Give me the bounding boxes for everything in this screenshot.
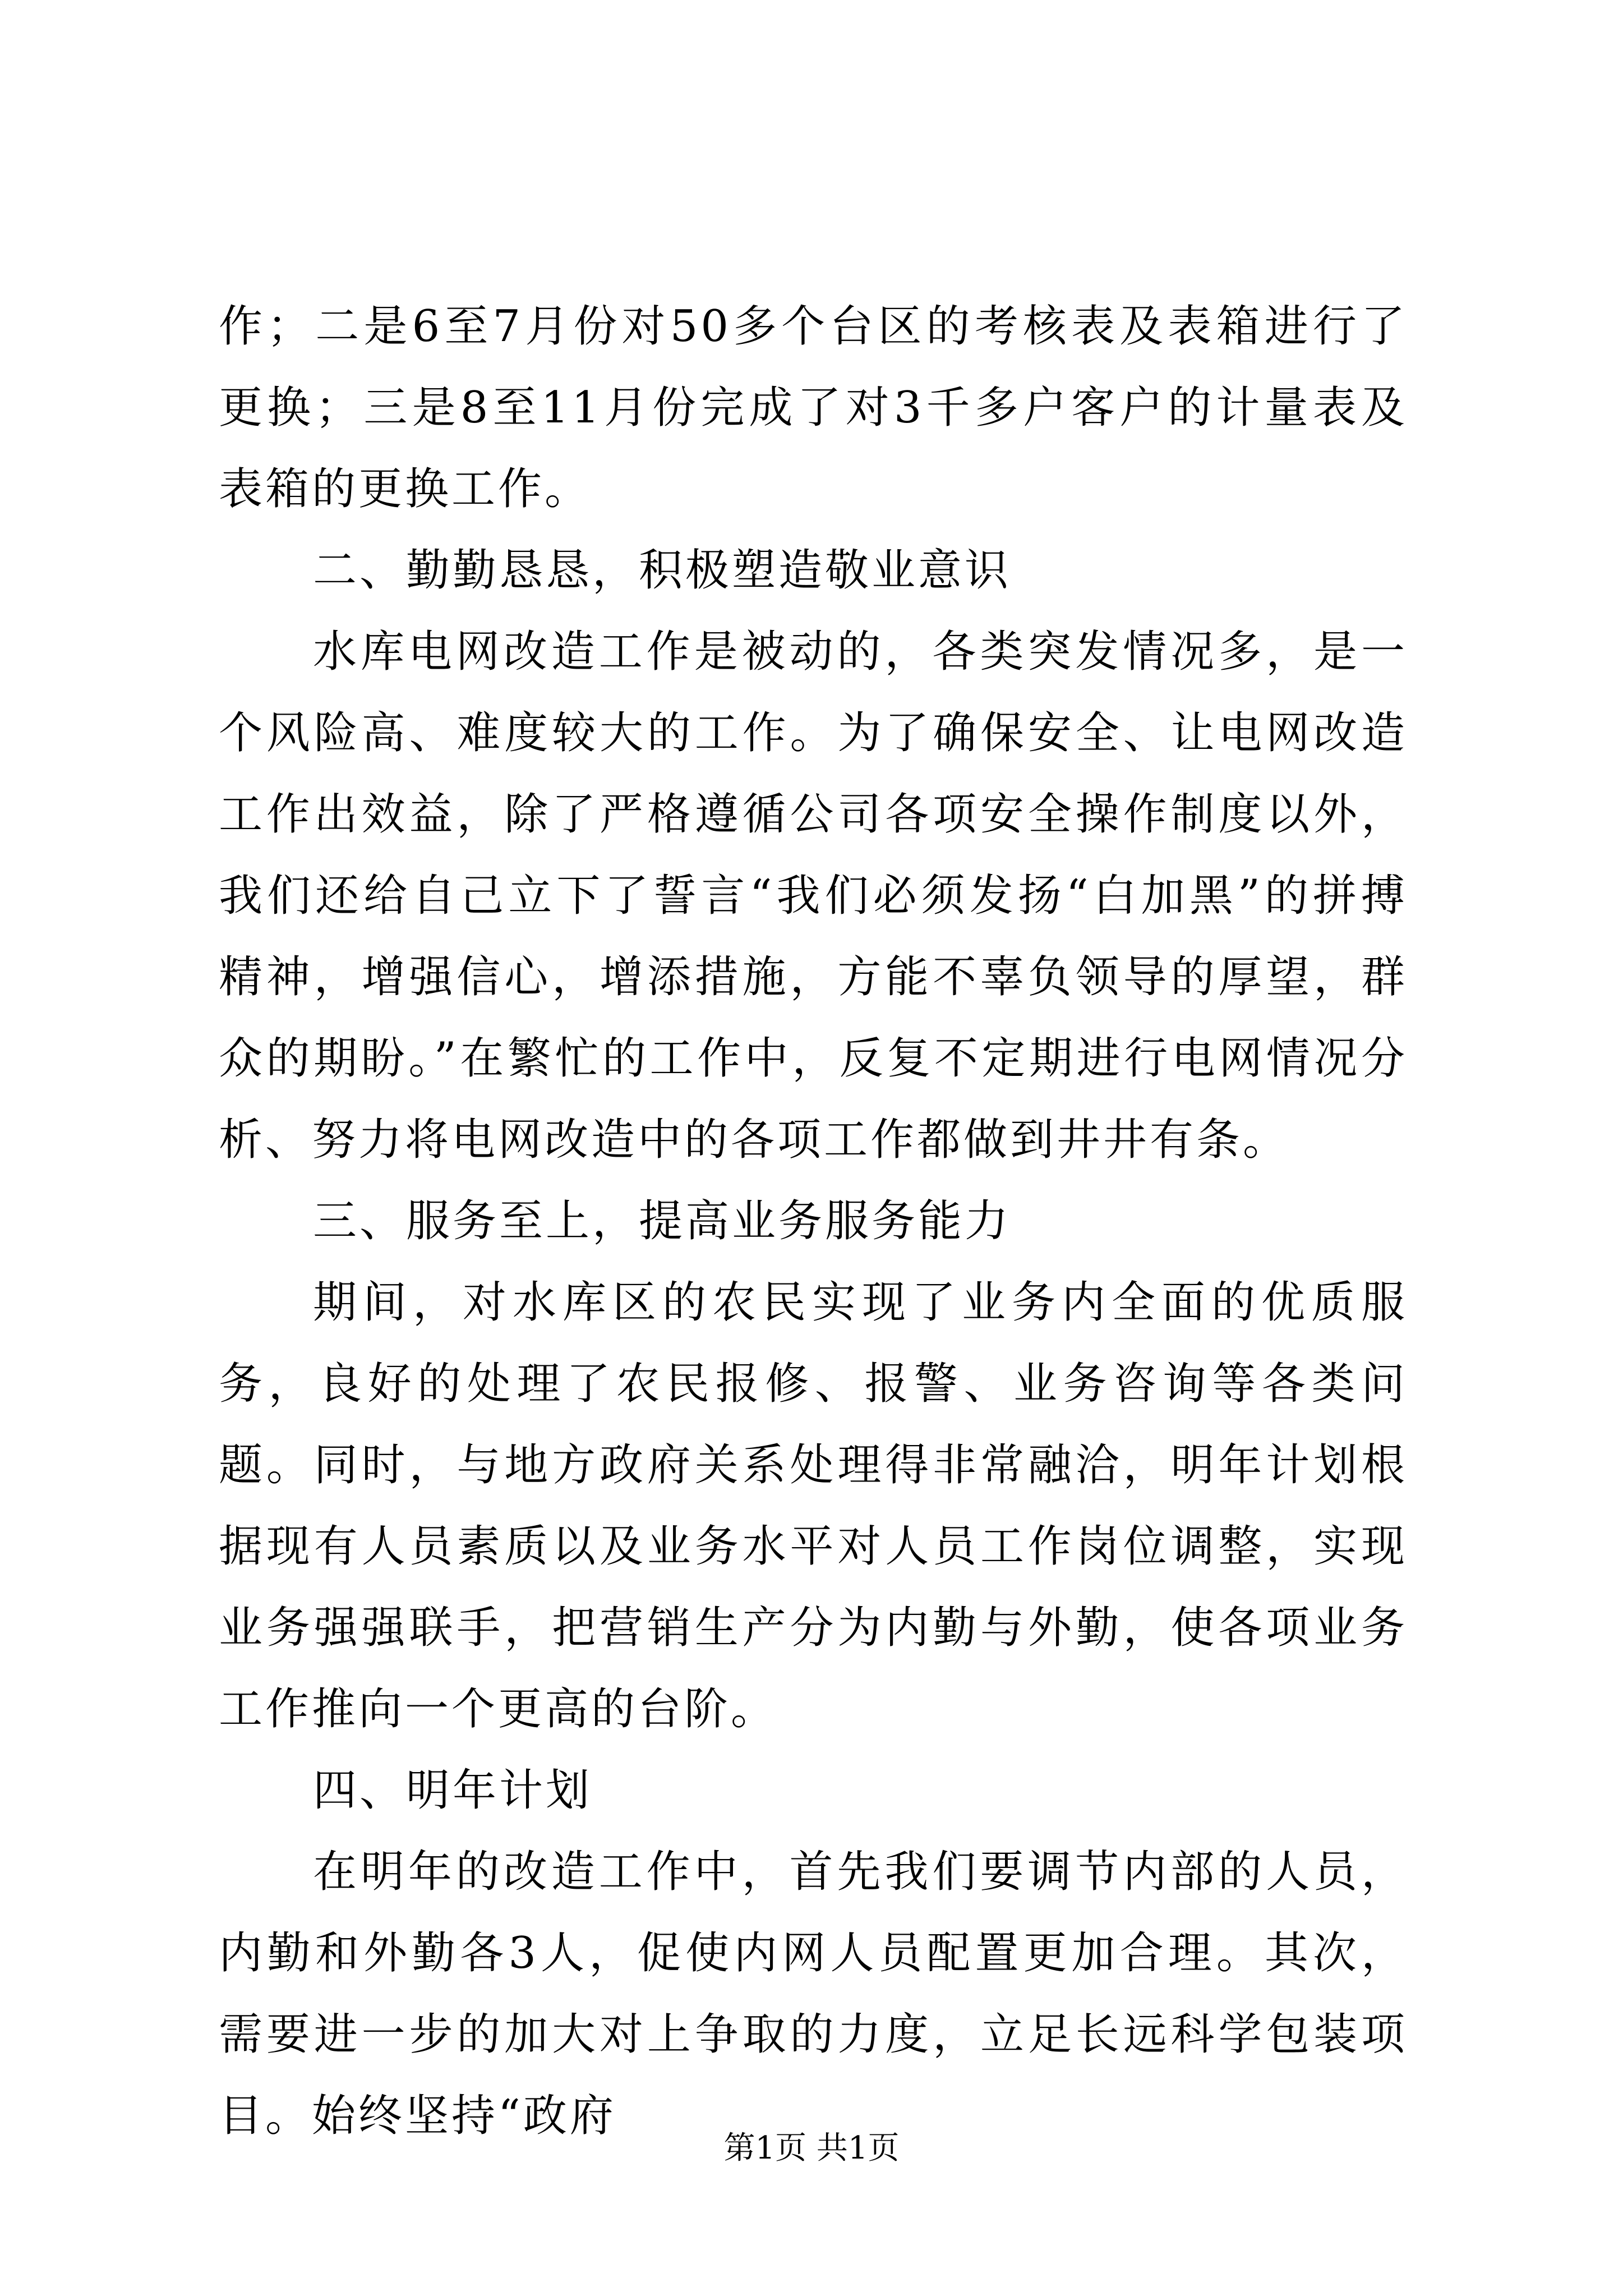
paragraph-continuation: 作；二是6至7月份对50多个台区的考核表及表箱进行了更换；三是8至11月份完成了对3千多户客户的计量表及表箱的更换工作。 — [219, 301, 1408, 514]
section-heading-4: 四、明年计划 — [313, 1765, 593, 1816]
section-heading-3: 三、服务至上，提高业务服务能力 — [313, 1196, 1012, 1246]
paragraph-section-4: 在明年的改造工作中，首先我们要调节内部的人员，内勤和外勤各3人，促使内网人员配置更加合理。其次，需要进一步的加大对上争取的力度，立足长远科学包装项目。始终坚持“政府 — [219, 1847, 1408, 2141]
page-footer: 第1页 共1页 — [723, 2130, 900, 2166]
paragraph-section-3: 期间，对水库区的农民实现了业务内全面的优质服务，良好的处理了农民报修、报警、业务咨询等各类问题。同时，与地方政府关系处理得非常融洽，明年计划根据现有人员素质以及业务水平对人员工作岗位调整，实现业务强强联手，把营销生产分为内勤与外勤，使各项业务工作推向一个更高的台阶。 — [219, 1277, 1408, 1734]
document-body — [219, 286, 1408, 2157]
section-heading-2: 二、勤勤恳恳，积极塑造敬业意识 — [313, 545, 1012, 596]
paragraph-section-2: 水库电网改造工作是被动的，各类突发情况多，是一个风险高、难度较大的工作。为了确保安全、让电网改造工作出效益，除了严格遵循公司各项安全操作制度以外，我们还给自己立下了誓言“我们必须发扬“白加黑”的拼搏精神，增强信心，增添措施，方能不辜负领导的厚望，群众的期盼。”在繁忙的工作中，反复不定期进行电网情况分析、努力将电网改造中的各项工作都做到井井有条。 — [219, 627, 1408, 1165]
